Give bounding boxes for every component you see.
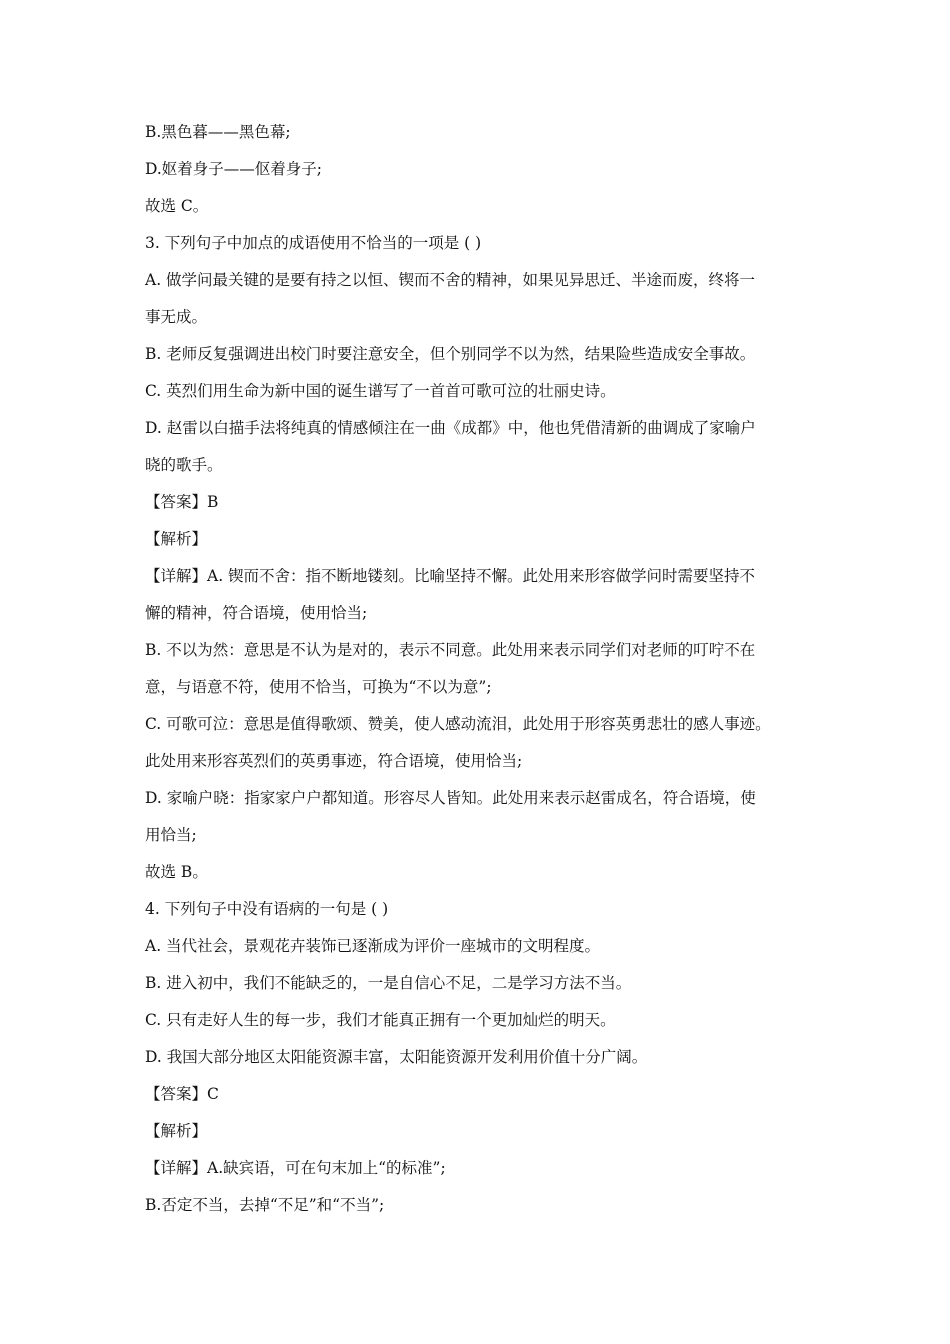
question-3-option-b: B. 老师反复强调进出校门时要注意安全，但个别同学不以为然，结果险些造成安全事故。 <box>145 345 756 363</box>
question-4-option-a: A. 当代社会，景观花卉装饰已逐渐成为评价一座城市的文明程度。 <box>145 937 601 955</box>
question-4-stem: 4. 下列句子中没有语病的一句是 ( ) <box>145 900 389 918</box>
question-4-option-b: B. 进入初中，我们不能缺乏的，一是自信心不足，二是学习方法不当。 <box>145 974 632 992</box>
text-line: B.黑色暮——黑色幕; <box>145 123 291 141</box>
question-4-option-c: C. 只有走好人生的每一步，我们才能真正拥有一个更加灿烂的明天。 <box>145 1011 616 1029</box>
text-line: 晓的歌手。 <box>145 456 223 474</box>
question-3-stem: 3. 下列句子中加点的成语使用不恰当的一项是 ( ) <box>145 234 482 252</box>
text-line: 此处用来形容英烈们的英勇事迹，符合语境，使用恰当; <box>145 752 523 770</box>
analysis-label: 【解析】 <box>145 530 208 548</box>
answer-label: 【答案】C <box>145 1085 219 1103</box>
text-line: 故选 B。 <box>145 863 208 881</box>
detail-line: 【详解】A. 锲而不舍：指不断地镂刻。比喻坚持不懈。此处用来形容做学问时需要坚持不 <box>145 567 756 585</box>
question-3-option-a: A. 做学问最关键的是要有持之以恒、锲而不舍的精神，如果见异思迁、半途而废，终将一 <box>145 271 756 289</box>
detail-line: B. 不以为然：意思是不认为是对的，表示不同意。此处用来表示同学们对老师的叮咛不在 <box>145 641 756 659</box>
detail-line: 【详解】A.缺宾语，可在句末加上“的标准”; <box>145 1159 446 1177</box>
detail-line: B.否定不当，去掉“不足”和“不当”; <box>145 1196 385 1214</box>
text-line: 意，与语意不符，使用不恰当，可换为“不以为意”; <box>145 678 492 696</box>
text-line: 事无成。 <box>145 308 208 326</box>
detail-line: C. 可歌可泣：意思是值得歌颂、赞美，使人感动流泪，此处用于形容英勇悲壮的感人事迹。 <box>145 715 771 733</box>
question-4-option-d: D. 我国大部分地区太阳能资源丰富，太阳能资源开发利用价值十分广阔。 <box>145 1048 648 1066</box>
text-line: 用恰当; <box>145 826 197 844</box>
question-3-option-d: D. 赵雷以白描手法将纯真的情感倾注在一曲《成都》中，他也凭借清新的曲调成了家喻户 <box>145 419 756 437</box>
question-3-option-c: C. 英烈们用生命为新中国的诞生谱写了一首首可歌可泣的壮丽史诗。 <box>145 382 616 400</box>
answer-label: 【答案】B <box>145 493 219 511</box>
text-line: 故选 C。 <box>145 197 209 215</box>
text-line: 懈的精神，符合语境，使用恰当; <box>145 604 368 622</box>
text-line: D.妪着身子——伛着身子; <box>145 160 323 178</box>
detail-line: D. 家喻户晓：指家家户户都知道。形容尽人皆知。此处用来表示赵雷成名，符合语境，使 <box>145 789 756 807</box>
analysis-label: 【解析】 <box>145 1122 208 1140</box>
